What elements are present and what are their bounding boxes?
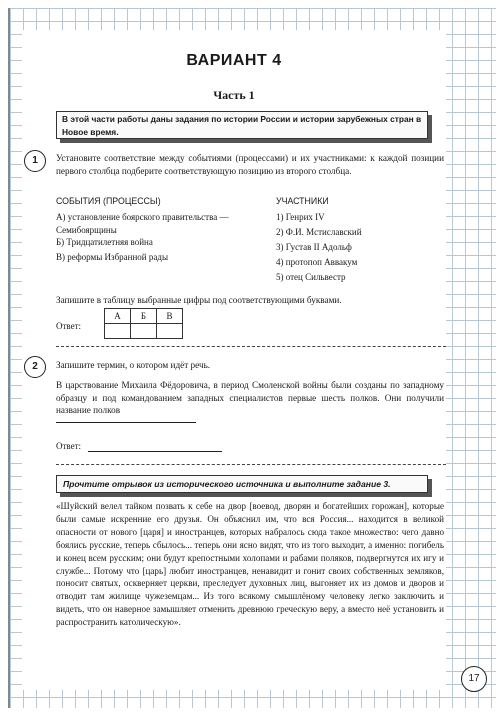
answer-label: Ответ:	[56, 321, 82, 331]
answer-cell-v[interactable]	[157, 324, 183, 339]
separator	[56, 346, 446, 347]
event-item: Б) Тридцатилетняя война	[56, 237, 153, 247]
intro-box: В этой части работы даны задания по истории России и истории зарубежных стран в Новое время.	[56, 111, 428, 139]
page-number: 17	[461, 666, 487, 692]
answer-table-header: В	[157, 309, 183, 324]
participant-item: 5) отец Сильвестр	[276, 272, 346, 282]
answer-table-header: Б	[131, 309, 157, 324]
source-shadow-right	[428, 479, 432, 497]
answer-cell-a[interactable]	[105, 324, 131, 339]
answer-cell-b[interactable]	[131, 324, 157, 339]
participant-item: 2) Ф.И. Мстиславский	[276, 227, 362, 237]
participants-header: УЧАСТНИКИ	[276, 196, 329, 206]
question-1-number: 1	[24, 150, 46, 172]
event-item: В) реформы Избранной рады	[56, 252, 168, 262]
events-header: СОБЫТИЯ (ПРОЦЕССЫ)	[56, 196, 161, 206]
source-quote: «Шуйский велел тайком позвать к себе на двор [воевод, дворян и богатейших горожан], которые были самые искренние его друзья. Он объяснил им, что вся Россия... находится в великой опасности от нового [царя] и иностранцев, которых набралось сюда такое множество: чего давно боялись русские, теперь сбылось... теперь они ясно видят, что из того выходит, а именно: погибель и конец всем русским; они будут крепостными холопами и рабами поляков, подвергнутся их игу и службе... Потому что [царь] любит иностранцев, ненавидит и гонит своих собственных земляков, поносит святых, оскверняет церкви, преследует духовных лиц, выгоняет их из домов и дворов и отводит там жилище чужеземцам... Из того всякому смышлёному человеку легко заключить и видеть, что он наверное замышляет отменить древнюю греческую веру, а вместо неё установить и распространить католическую».	[56, 501, 444, 628]
source-instruction-box: Прочтите отрывок из исторического источника и выполните задание 3.	[56, 475, 428, 493]
question-1-instruction: Запишите в таблицу выбранные цифры под соответствующими буквами.	[56, 295, 342, 305]
question-1-text: Установите соответствие между событиями (процессами) и их участниками: к каждой позиции первого столбца подберите соответствующую позицию из второго столбца.	[56, 153, 444, 176]
answer-table	[104, 308, 183, 339]
participant-item: 1) Генрих IV	[276, 212, 325, 222]
answer-line[interactable]	[88, 451, 222, 452]
separator	[56, 464, 446, 465]
participant-item: 3) Густав II Адольф	[276, 242, 352, 252]
participant-item: 4) протопоп Аввакум	[276, 257, 358, 267]
source-shadow-bottom	[60, 493, 432, 497]
intro-shadow-right	[428, 115, 432, 143]
intro-shadow-bottom	[60, 139, 432, 143]
part-title: Часть 1	[213, 88, 255, 102]
event-item: А) установление боярского правительства — Семибоярщины	[56, 212, 229, 235]
question-2-number: 2	[24, 356, 46, 378]
answer-label: Ответ:	[56, 441, 82, 451]
answer-table-header: А	[105, 309, 131, 324]
question-2-text: Запишите термин, о котором идёт речь.	[56, 360, 211, 370]
content-area	[22, 30, 446, 690]
variant-title: ВАРИАНТ 4	[186, 52, 282, 69]
question-2-body: В царствование Михаила Фёдоровича, в период Смоленской войны были созданы по западному образцу и под командованием западных специалистов первые шесть полков. Они получили название полков	[56, 380, 444, 415]
term-blank-line	[56, 422, 196, 423]
